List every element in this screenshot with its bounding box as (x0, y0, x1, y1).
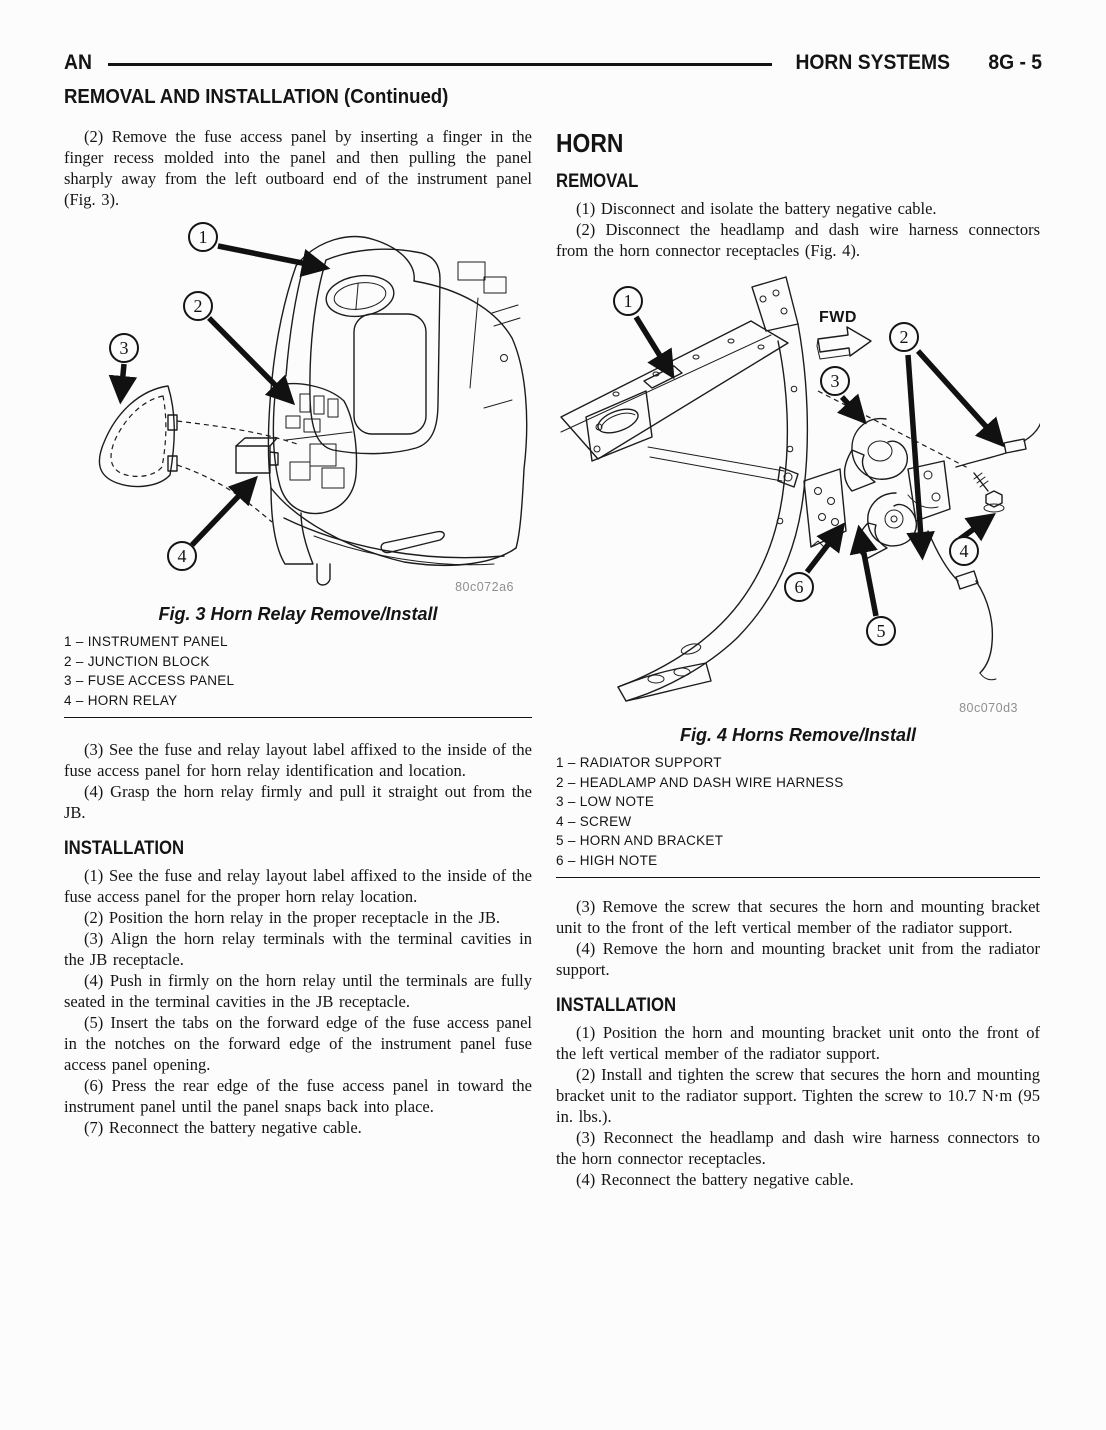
paragraph: (5) Insert the tabs on the forward edge of the fuse access panel in the notches on the forward edge of the instrument panel fuse access panel opening. (64, 1013, 532, 1074)
fig4-callout-1: 1 (613, 286, 643, 316)
paragraph: (2) Remove the fuse access panel by inserting a finger in the finger recess molded into the panel and then pulling the panel sharply away from the left outboard end of the instrument panel (Fig. 3). (64, 127, 532, 209)
fig3-callout-1: 1 (188, 222, 218, 252)
figure-3-illustration (64, 218, 532, 600)
fig4-watermark: 80c070d3 (959, 701, 1018, 715)
fig4-callout-3: 3 (820, 366, 850, 396)
installation-heading-left-wrap (64, 838, 532, 860)
paragraph: (3) See the fuse and relay layout label affixed to the inside of the fuse access panel for horn relay identification and location. (64, 740, 532, 780)
paragraph: (7) Reconnect the battery negative cable. (84, 1118, 362, 1137)
fig4-callout-5: 5 (866, 616, 896, 646)
fig4-callout-4: 4 (949, 536, 979, 566)
page-header (64, 50, 1044, 76)
paragraph: (4) Push in firmly on the horn relay until the terminals are fully seated in the terminal cavities in the JB receptacle. (64, 971, 532, 1011)
fig4-divider (556, 877, 1040, 878)
paragraph: (1) Position the horn and mounting bracket unit onto the front of the left vertical member of the radiator support. (556, 1023, 1040, 1063)
fig4-legend-item: 6 – HIGH NOTE (556, 852, 658, 868)
fig3-callout-3: 3 (109, 333, 139, 363)
paragraph: (6) Press the rear edge of the fuse access panel in toward the instrument panel until the panel snaps back into place. (64, 1076, 532, 1116)
paragraph: (4) Remove the horn and mounting bracket unit from the radiator support. (556, 939, 1040, 979)
fig3-caption: Fig. 3 Horn Relay Remove/Install (158, 604, 438, 624)
paragraph: (3) Reconnect the headlamp and dash wire harness connectors to the horn connector receptacles. (556, 1128, 1040, 1168)
paragraph: (1) See the fuse and relay layout label affixed to the inside of the fuse access panel for the proper horn relay location. (64, 866, 532, 906)
fwd-direction-label: FWD (819, 309, 857, 326)
horn-heading: HORN (556, 128, 624, 158)
paragraph: (2) Position the horn relay in the proper receptacle in the JB. (84, 908, 501, 927)
section-title: REMOVAL AND INSTALLATION (Continued) (64, 86, 449, 108)
installation-heading-right-wrap (556, 995, 1040, 1017)
figure-3 (64, 218, 532, 718)
installation-heading-left: INSTALLATION (64, 838, 185, 859)
fig3-watermark: 80c072a6 (455, 580, 514, 594)
horn-heading-wrap (556, 128, 1040, 159)
left-column (64, 126, 532, 1138)
fig4-legend-item: 5 – HORN AND BRACKET (556, 833, 724, 848)
fig4-legend (556, 753, 1040, 870)
header-section-title: HORN SYSTEMS (795, 51, 950, 74)
figure-3-line-art (64, 218, 532, 600)
fig3-legend-item: 1 – INSTRUMENT PANEL (64, 634, 228, 649)
fig4-legend-item: 2 – HEADLAMP AND DASH WIRE HARNESS (556, 774, 844, 790)
paragraph: (4) Reconnect the battery negative cable. (576, 1170, 854, 1189)
fig3-divider (64, 717, 532, 718)
fig4-callout-6: 6 (784, 572, 814, 602)
paragraph: (3) Remove the screw that secures the horn and mounting bracket unit to the front of the left vertical member of the radiator support. (556, 897, 1040, 937)
paragraph: (4) Grasp the horn relay firmly and pull it straight out from the JB. (64, 782, 532, 822)
figure-4-line-art (556, 269, 1040, 721)
fig4-callout-2: 2 (889, 322, 919, 352)
right-column (556, 126, 1040, 1190)
figure-4 (556, 269, 1040, 878)
fig3-legend-item: 3 – FUSE ACCESS PANEL (64, 673, 235, 688)
platform-code: AN (64, 51, 92, 74)
removal-heading-wrap (556, 171, 1040, 193)
fig3-legend-item: 2 – JUNCTION BLOCK (64, 653, 210, 669)
figure-4-illustration (556, 269, 1040, 721)
header-page-number: 8G - 5 (987, 51, 1042, 74)
fig3-callout-4: 4 (167, 541, 197, 571)
fig3-legend-item: 4 – HORN RELAY (64, 692, 178, 708)
header-rule (108, 63, 771, 66)
fig3-callout-2: 2 (183, 291, 213, 321)
fig4-legend-item: 1 – RADIATOR SUPPORT (556, 755, 722, 770)
fig4-legend-item: 4 – SCREW (556, 813, 632, 829)
paragraph: (1) Disconnect and isolate the battery negative cable. (576, 199, 937, 218)
removal-heading: REMOVAL (556, 171, 639, 192)
fig4-caption: Fig. 4 Horns Remove/Install (679, 725, 917, 745)
fig3-legend (64, 632, 532, 710)
installation-heading-right: INSTALLATION (556, 995, 677, 1016)
paragraph: (3) Align the horn relay terminals with the terminal cavities in the JB receptacle. (64, 929, 532, 969)
paragraph: (2) Install and tighten the screw that secures the horn and mounting bracket unit to the radiator support. Tighten the screw to 10.7 N·m (95 in. lbs.). (556, 1065, 1040, 1126)
paragraph: (2) Disconnect the headlamp and dash wire harness connectors from the horn connector receptacles (Fig. 4). (556, 220, 1040, 260)
fig4-legend-item: 3 – LOW NOTE (556, 794, 655, 809)
